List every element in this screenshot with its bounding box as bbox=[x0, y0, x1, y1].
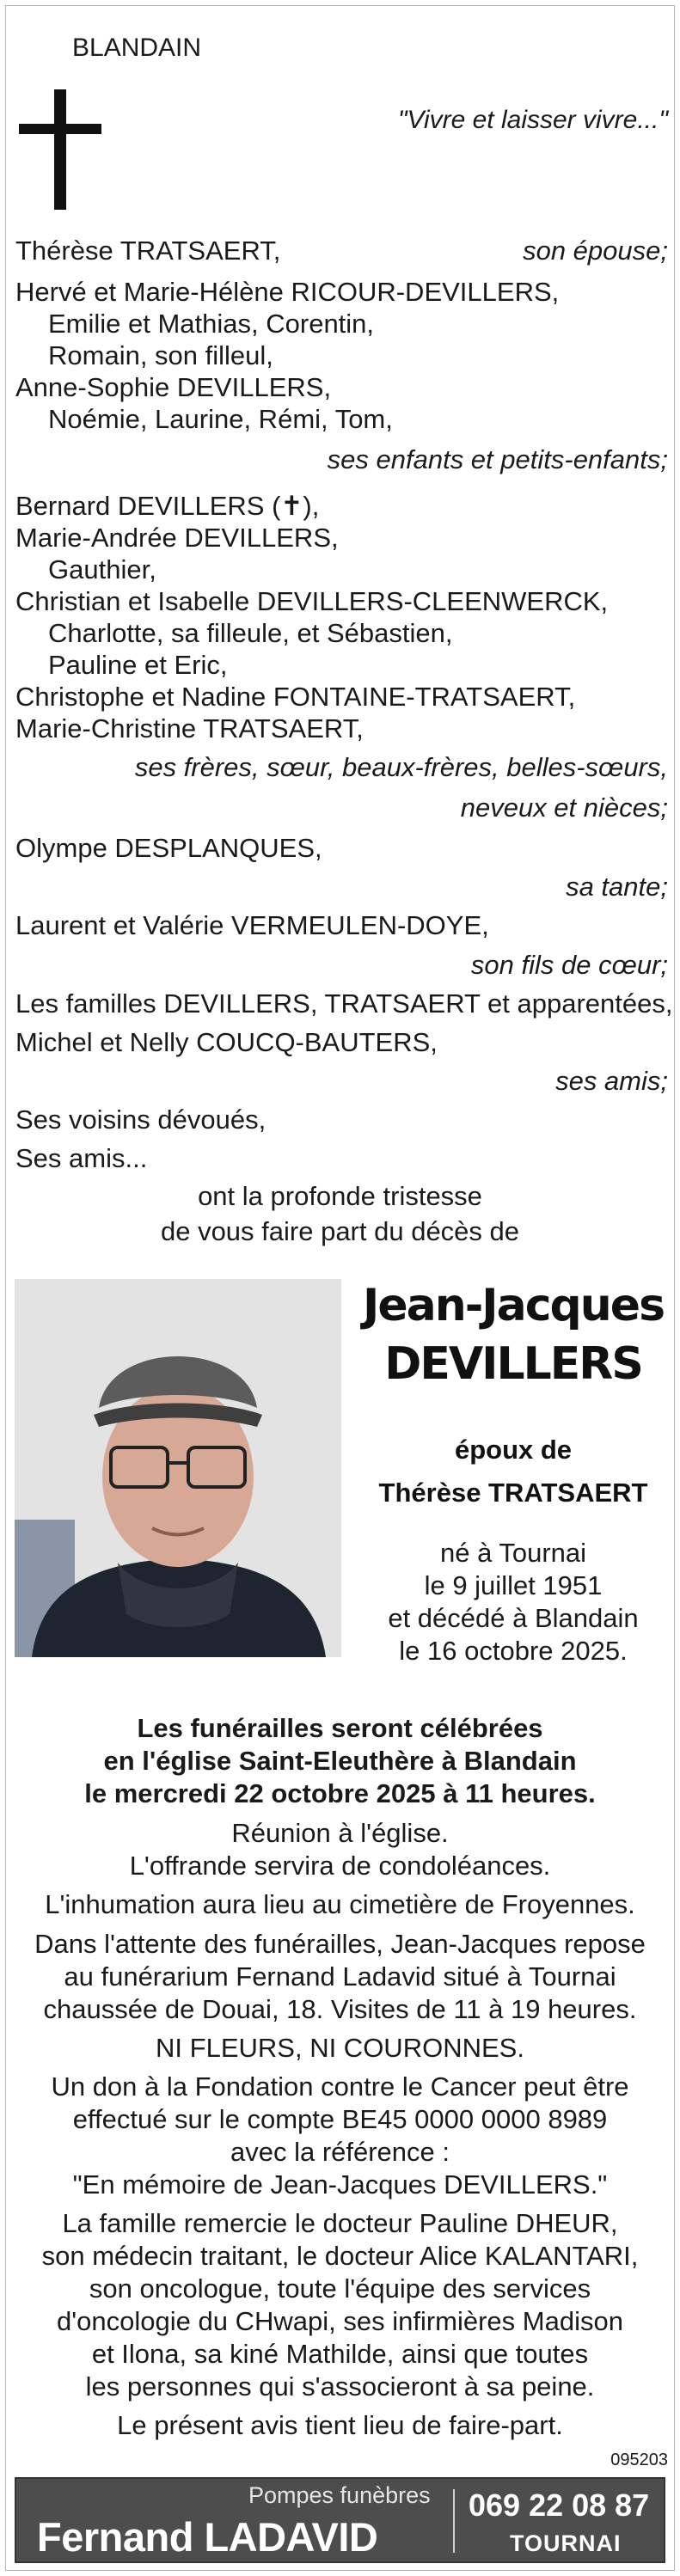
detail-line: effectué sur le compte BE45 0000 0000 8989 bbox=[72, 2104, 608, 2134]
family-relation: sa tante; bbox=[566, 872, 668, 902]
family-relation: neveux et nièces; bbox=[460, 792, 668, 823]
funeral-home-phone: 069 22 08 87 bbox=[469, 2487, 650, 2523]
detail-line: son médecin traitant, le docteur Alice KALANTARI, bbox=[41, 2241, 639, 2271]
reference-number: 095203 bbox=[610, 2451, 668, 2469]
family-line: Anne-Sophie DEVILLERS, bbox=[15, 372, 332, 402]
cross-icon bbox=[19, 89, 101, 210]
birth-line: le 9 juillet 1951 bbox=[424, 1570, 603, 1600]
detail-line: au funérarium Fernand Ladavid situé à Tournai bbox=[64, 1961, 616, 1992]
family-line: Emilie et Mathias, Corentin, bbox=[48, 309, 375, 339]
family-line: Marie-Christine TRATSAERT, bbox=[15, 713, 364, 743]
family-line: Thérèse TRATSAERT, bbox=[15, 236, 281, 266]
funeral-line: en l'église Saint-Eleuthère à Blandain bbox=[103, 1746, 577, 1776]
funeral-line: le mercredi 22 octobre 2025 à 11 heures. bbox=[84, 1778, 596, 1808]
town-name: BLANDAIN bbox=[72, 34, 202, 62]
family-line: Gauthier, bbox=[48, 554, 156, 584]
family-line: Noémie, Laurine, Rémi, Tom, bbox=[48, 404, 393, 434]
portrait-photo bbox=[15, 1279, 341, 1657]
family-relation: ses enfants et petits-enfants; bbox=[327, 444, 668, 474]
announcement-line: de vous faire part du décès de bbox=[160, 1216, 520, 1246]
detail-line: son oncologue, toute l'équipe des services bbox=[89, 2273, 591, 2304]
deceased-first-name: Jean-Jacques bbox=[362, 1280, 665, 1331]
detail-line: Réunion à l'église. bbox=[231, 1818, 449, 1848]
funeral-line: Les funérailles seront célébrées bbox=[137, 1713, 543, 1743]
detail-line: "En mémoire de Jean-Jacques DEVILLERS." bbox=[72, 2169, 608, 2200]
banner-divider bbox=[453, 2489, 455, 2553]
detail-line: les personnes qui s'associeront à sa peine. bbox=[85, 2371, 595, 2402]
detail-line: La famille remercie le docteur Pauline DHEUR, bbox=[62, 2208, 618, 2238]
family-line: Les familles DEVILLERS, TRATSAERT et apparentées, bbox=[15, 988, 673, 1019]
family-line: Bernard DEVILLERS (✝), bbox=[15, 491, 320, 521]
detail-line: L'inhumation aura lieu au cimetière de Froyennes. bbox=[45, 1889, 635, 1919]
funeral-home-name: Fernand LADAVID bbox=[37, 2514, 378, 2560]
detail-line: Le présent avis tient lieu de faire-part. bbox=[117, 2410, 563, 2440]
detail-line: NI FLEURS, NI COURONNES. bbox=[156, 2033, 524, 2063]
spouse-name: Thérèse TRATSAERT bbox=[378, 1478, 648, 1508]
family-line: Charlotte, sa filleule, et Sébastien, bbox=[48, 618, 453, 648]
detail-line: L'offrande servira de condoléances. bbox=[129, 1851, 551, 1881]
family-line: Marie-Andrée DEVILLERS, bbox=[15, 523, 339, 553]
family-relation: son épouse; bbox=[523, 236, 668, 266]
birth-line: né à Tournai bbox=[439, 1538, 587, 1568]
family-line: Laurent et Valérie VERMEULEN-DOYE, bbox=[15, 910, 489, 940]
funeral-home-city: TOURNAI bbox=[510, 2530, 622, 2556]
detail-line: chaussée de Douai, 18. Visites de 11 à 19 heures. bbox=[43, 1994, 637, 2024]
family-line: Romain, son filleul, bbox=[48, 340, 273, 370]
spouse-label: époux de bbox=[454, 1435, 573, 1465]
death-line: et décédé à Blandain bbox=[388, 1603, 639, 1633]
family-line: Olympe DESPLANQUES, bbox=[15, 833, 322, 863]
family-line: Pauline et Eric, bbox=[48, 650, 228, 680]
motto: "Vivre et laisser vivre..." bbox=[397, 106, 668, 134]
family-line: Hervé et Marie-Hélène RICOUR-DEVILLERS, bbox=[15, 277, 560, 307]
announcement-line: ont la profonde tristesse bbox=[198, 1181, 482, 1211]
detail-line: avec la référence : bbox=[230, 2137, 450, 2167]
detail-line: et Ilona, sa kiné Mathilde, ainsi que toutes bbox=[91, 2339, 589, 2369]
family-relation: son fils de cœur; bbox=[470, 950, 668, 980]
family-relation: ses amis; bbox=[555, 1066, 668, 1096]
detail-line: Un don à la Fondation contre le Cancer peut être bbox=[51, 2071, 629, 2102]
death-line: le 16 octobre 2025. bbox=[399, 1636, 628, 1666]
family-line: Ses voisins dévoués, bbox=[15, 1104, 266, 1135]
funeral-home-banner bbox=[15, 2477, 665, 2563]
detail-line: Dans l'attente des funérailles, Jean-Jacques repose bbox=[34, 1929, 646, 1959]
family-line: Christophe et Nadine FONTAINE-TRATSAERT, bbox=[15, 682, 576, 712]
funeral-home-tagline: Pompes funèbres bbox=[248, 2482, 431, 2508]
detail-line: d'oncologie du CHwapi, ses infirmières Madison bbox=[57, 2306, 623, 2336]
family-relation: ses frères, sœur, beaux-frères, belles-sœurs, bbox=[134, 752, 668, 782]
family-line: Ses amis... bbox=[15, 1143, 148, 1173]
family-line: Michel et Nelly COUCQ-BAUTERS, bbox=[15, 1027, 438, 1057]
family-line: Christian et Isabelle DEVILLERS-CLEENWERCK, bbox=[15, 586, 609, 616]
deceased-last-name: DEVILLERS bbox=[384, 1338, 642, 1390]
